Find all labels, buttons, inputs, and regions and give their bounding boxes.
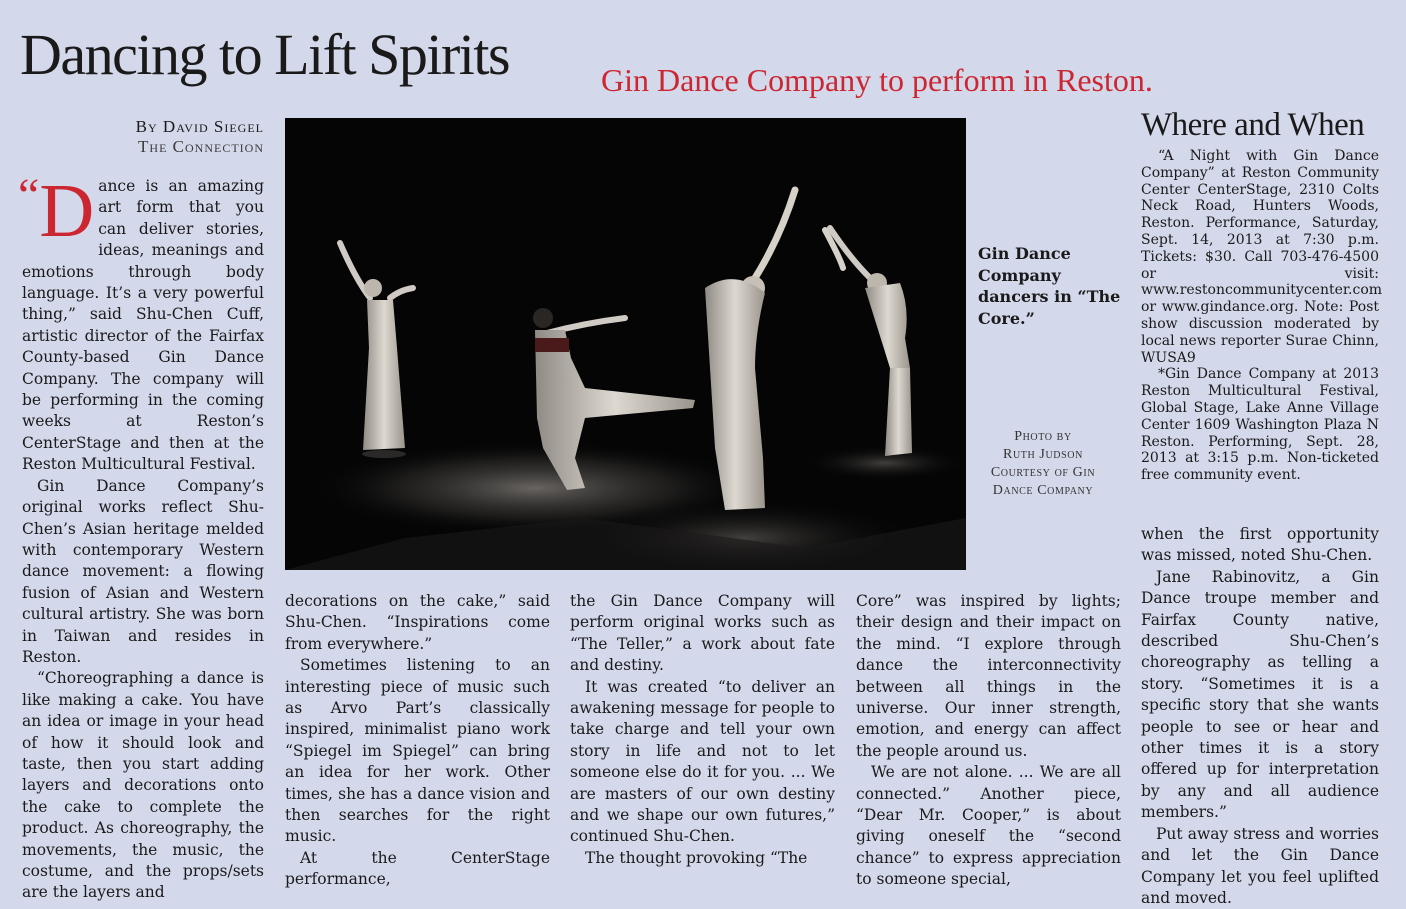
article-paragraph: Core” was inspired by lights; their design and their impact on the mind. “I explore through dance the interconnectivity between all things in the universe. Our inner strength, emotion, and energy can affect the people around us.: [856, 592, 1121, 760]
article-paragraph: At the CenterStage performance,: [285, 848, 550, 889]
article-paragraph: “Choreographing a dance is like making a cake. You have an idea or image in your head of how it should look and taste, then you start adding layers and decorations onto the cake to complete the product. As choreography, the movements, the music, the costume, and the props/sets are the layers and: [22, 669, 264, 902]
byline-publication: The Connection: [138, 137, 264, 156]
article-column-5: [1141, 524, 1379, 909]
dance-photo: [285, 118, 966, 570]
article-paragraph: the Gin Dance Company will perform original works such as “The Teller,” a work about fate and destiny.: [570, 592, 835, 675]
article-lede: [18, 169, 264, 476]
article-paragraph: Gin Dance Company’s original works reflect Shu-Chen’s Asian heritage melded with contemporary Western dance movement: a flowing fusion of Asian and Western cultural artistry. She was born in Taiwan and resides in Reston.: [22, 476, 264, 666]
sidebar-body: [1141, 148, 1383, 484]
article-paragraph: It was created “to deliver an awakening message for people to take charge and tell your own story in life and not to let someone else do it for you. ... We are masters of our own destiny and we shape our own futures,” continued Shu-Chen.: [570, 677, 835, 846]
article-column-2: [285, 591, 550, 891]
article-paragraph: when the first opportunity was missed, noted Shu-Chen.: [1141, 525, 1379, 565]
article-paragraph: decorations on the cake,” said Shu-Chen. “Inspirations come from everywhere.”: [285, 592, 550, 653]
headline: Dancing to Lift Spirits: [20, 22, 510, 87]
photo-credit-line: Photo by: [1014, 429, 1072, 444]
photo-caption: Gin Dance Company dancers in “The Core.”: [978, 244, 1121, 328]
sidebar-title: Where and When: [1141, 107, 1365, 143]
photo-credit-line: Ruth Judson: [1003, 447, 1083, 462]
article-paragraph: The thought provoking “The: [585, 848, 808, 867]
lede-text: ance is an amazing art form that you can deliver stories, ideas, meanings and emotions through body language. It’s a very powerful thing,” said Shu-Chen Cuff, artistic director of the Fairfax County-based Gin Dance Company. The company will be performing in the coming weeks at Reston’s CenterStage and then at the Reston Multicultural Festival.: [22, 177, 264, 474]
article-column-1: [18, 169, 264, 904]
photo-credit-line: Dance Company: [992, 483, 1094, 498]
dance-photo-image: [285, 118, 966, 570]
article-paragraph: We are not alone. ... We are all connected.” Another piece, “Dear Mr. Cooper,” is about giving oneself the “second chance” to express appreciation to someone special,: [856, 763, 1121, 889]
drop-quote-mark: “: [18, 169, 40, 222]
byline: [20, 117, 264, 157]
article-column-3: [570, 591, 835, 869]
sidebar-paragraph: “A Night with Gin Dance Company” at Reston Community Center CenterStage, 2310 Colts Neck Road, Hunters Woods, Reston. Performance, Saturday, Sept. 14, 2013 at 7:30 p.m. Tickets: $30. Call 703-476-4500 or visit: www.restoncommunitycenter.com or www.gindance.org. Note: Post show discussion moderated by local news reporter Surae Chinn, WUSA9: [1141, 148, 1383, 366]
drop-cap: D: [39, 169, 95, 253]
article-paragraph: Jane Rabinovitz, a Gin Dance troupe member and Fairfax County native, described Shu-Chen’s choreography as telling a story. “Sometimes it is a specific story that she wants people to see or hear and other times it is a story offered up for interpretation by any and all audience members.”: [1141, 567, 1379, 822]
sidebar-paragraph: *Gin Dance Company at 2013 Reston Multicultural Festival, Global Stage, Lake Anne Village Center 1609 Washington Plaza N Reston. Performing, Sept. 28, 2013 at 3:15 p.m. Non-ticketed free community event.: [1141, 366, 1379, 484]
photo-credit-line: Courtesy of Gin: [990, 465, 1096, 480]
subhead: Gin Dance Company to perform in Reston.: [601, 62, 1153, 98]
byline-author: By David Siegel: [135, 117, 264, 136]
article-paragraph: Put away stress and worries and let the Gin Dance Company let you feel uplifted and moved.: [1141, 824, 1379, 907]
article-paragraph: Sometimes listening to an interesting piece of music such as Arvo Part’s classically inspired, minimalist piano work “Spiegel im Spiegel” can bring an idea for her work. Other times, she has a dance vision and then searches for the right music.: [285, 656, 550, 846]
article-column-4: [856, 591, 1121, 891]
photo-credit: [973, 428, 1113, 500]
